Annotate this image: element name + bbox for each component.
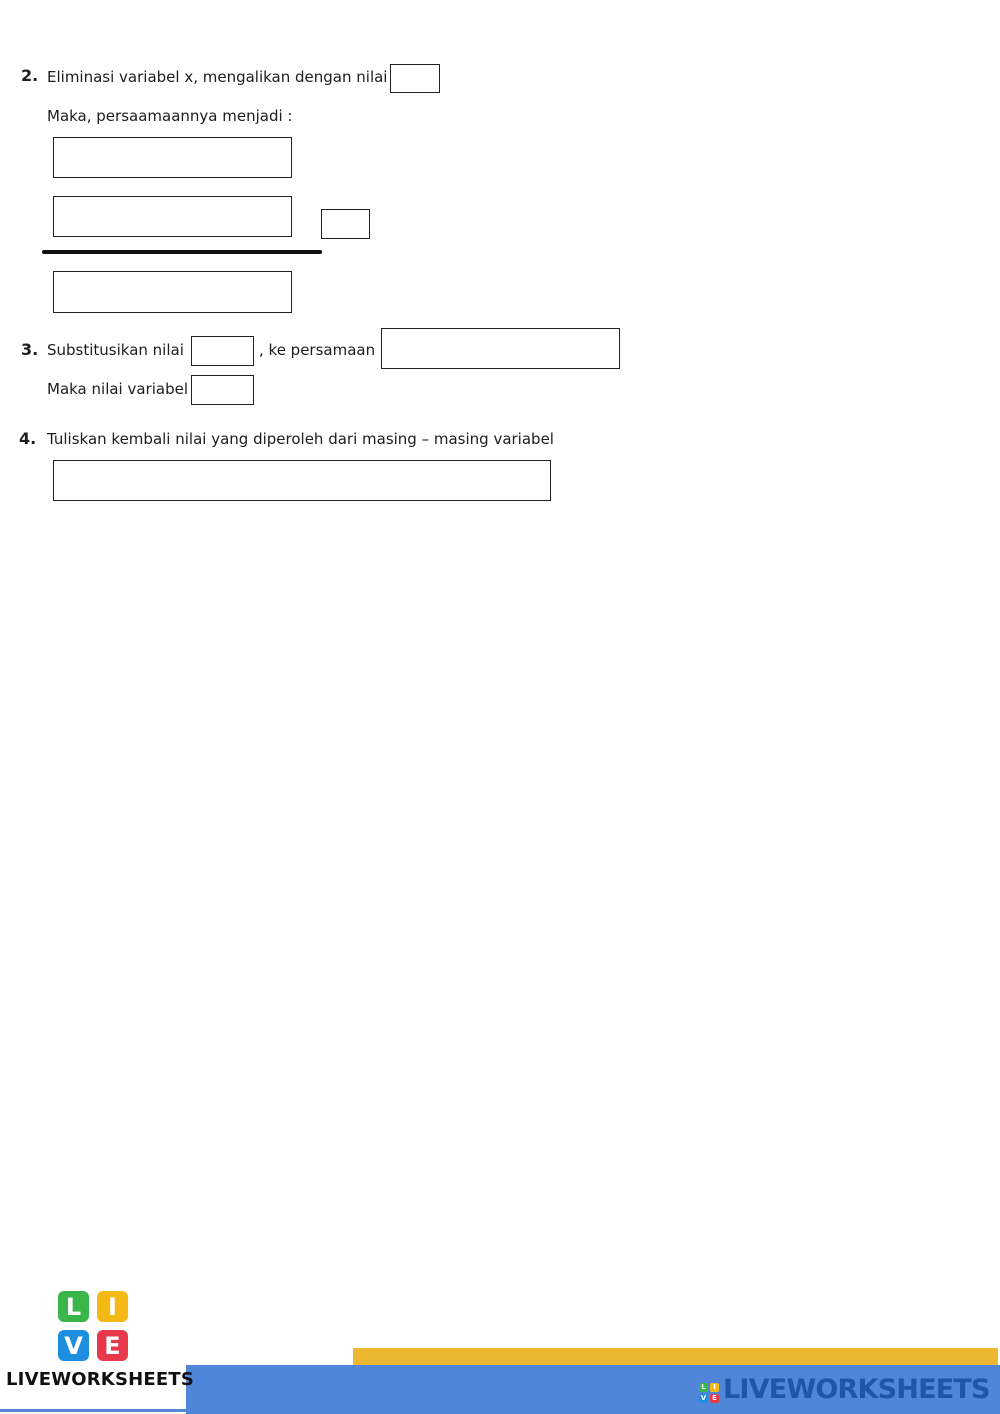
logo-tile-v: V [58, 1330, 89, 1361]
mini-tile-e: E [710, 1394, 719, 1403]
question-2-result-text: Maka, persaamaannya menjadi : [47, 107, 293, 125]
mini-tile-i: I [710, 1383, 719, 1392]
mini-tile-l: L [699, 1383, 708, 1392]
question-number-4: 4. [19, 429, 37, 448]
equation-2-input[interactable] [53, 196, 292, 237]
question-number-2: 2. [21, 66, 39, 85]
question-3-text: Substitusikan nilai [47, 341, 184, 359]
question-3-text-after: , ke persamaan [259, 341, 376, 359]
footer-yellow-band [353, 1348, 998, 1365]
logo-tile-e: E [97, 1330, 128, 1361]
equation-result-input[interactable] [53, 271, 292, 313]
operator-input[interactable] [321, 209, 370, 239]
question-number-3: 3. [21, 340, 39, 359]
footer-blue-underline [0, 1409, 186, 1412]
question-3-result-text: Maka nilai variabel [47, 380, 188, 398]
question-4-text: Tuliskan kembali nilai yang diperoleh dari masing – masing variabel [47, 430, 554, 448]
brand-name-right: LIVEWORKSHEETS [723, 1374, 990, 1405]
mini-tile-v: V [700, 1394, 707, 1402]
target-equation-input[interactable] [381, 328, 620, 369]
logo-tile-l: L [58, 1291, 89, 1322]
brand-name-left: LIVEWORKSHEETS [6, 1369, 195, 1390]
small-logo-icon [699, 1383, 721, 1405]
final-answer-input[interactable] [53, 460, 551, 501]
multiplier-input[interactable] [390, 64, 440, 93]
substitute-value-input[interactable] [191, 336, 254, 366]
logo-tile-i: I [97, 1291, 128, 1322]
variable-value-input[interactable] [191, 375, 254, 405]
equation-1-input[interactable] [53, 137, 292, 178]
subtraction-line [42, 250, 322, 254]
question-2-text: Eliminasi variabel x, mengalikan dengan nilai [47, 68, 388, 86]
liveworksheets-logo [58, 1291, 130, 1363]
